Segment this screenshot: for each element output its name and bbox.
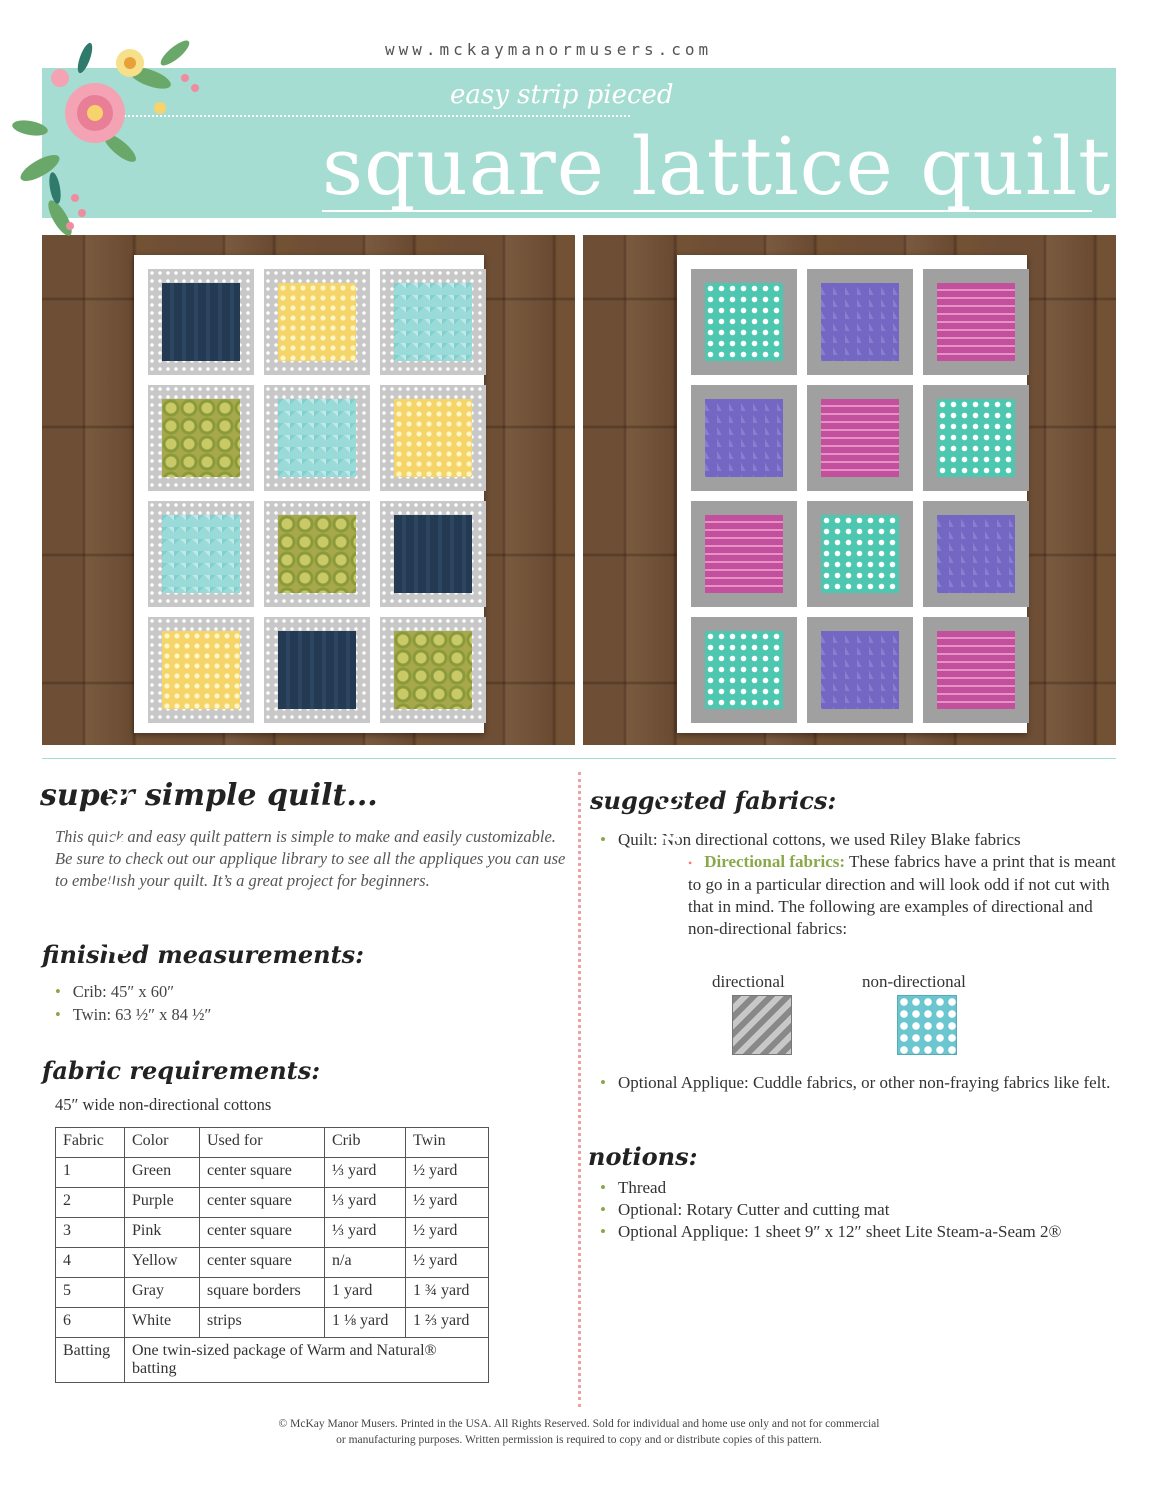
table-cell: Yellow [125, 1248, 200, 1278]
table-cell: ½ yard [406, 1188, 489, 1218]
footer-line: © McKay Manor Musers. Printed in the USA. All Rights Reserved. Sold for individual and home use only and not for commercial [278, 1418, 880, 1430]
table-cell: center square [200, 1218, 325, 1248]
quilt-block [923, 501, 1029, 607]
table-cell: 1 yard [325, 1278, 406, 1308]
list-item: • Optional Applique: Cuddle fabrics, or other non-fraying fabrics like felt. [600, 1073, 1111, 1092]
list-item: • Crib: 45″ x 60″ [55, 982, 175, 1001]
table-cell: 1 [56, 1158, 125, 1188]
table-cell: ½ yard [406, 1218, 489, 1248]
table-cell: center square [200, 1248, 325, 1278]
quilt-block [923, 269, 1029, 375]
twin-quilt [134, 255, 484, 733]
notions-list [600, 1177, 1120, 1243]
quilt-block [380, 617, 486, 723]
table-cell: Pink [125, 1218, 200, 1248]
table-row [56, 1248, 489, 1278]
quilt-block [807, 617, 913, 723]
site-url: www.mckaymanormusers.com [385, 40, 713, 59]
fabric-table [55, 1127, 489, 1383]
table-cell: Green [125, 1158, 200, 1188]
list-item: • Optional: Rotary Cutter and cutting mat [600, 1200, 890, 1219]
table-cell: One twin-sized package of Warm and Natural® batting [125, 1338, 489, 1383]
table-cell: 4 [56, 1248, 125, 1278]
table-cell: n/a [325, 1248, 406, 1278]
bullet-icon: • [600, 830, 606, 849]
list-item: • Thread [600, 1178, 667, 1197]
table-header-row [56, 1128, 489, 1158]
table-cell: center square [200, 1158, 325, 1188]
directional-swatch-label: directional [712, 972, 785, 991]
crib-quilt [677, 255, 1027, 733]
bullet-icon: • [600, 1073, 606, 1092]
column-divider [578, 772, 581, 1407]
table-cell: 2 [56, 1188, 125, 1218]
list-item: • Optional Applique: 1 sheet 9″ x 12″ sheet Lite Steam-a-Seam 2® [600, 1222, 1062, 1241]
table-row [56, 1278, 489, 1308]
table-header-cell: Fabric [56, 1128, 125, 1158]
bullet-icon: • [55, 982, 61, 1001]
table-cell: 1 ⅔ yard [406, 1308, 489, 1338]
table-header-cell: Color [125, 1128, 200, 1158]
table-cell: 1 ¾ yard [406, 1278, 489, 1308]
crib-size-label: crib size [643, 786, 689, 957]
quilt-block [691, 617, 797, 723]
section-divider [42, 758, 1116, 759]
table-cell: 1 ⅛ yard [325, 1308, 406, 1338]
directional-fabrics-note: • Directional fabrics: These fabrics have a print that is meant to go in a particular direction and will look odd if not cut with that in mind. The following are examples of directional and non-directional fabrics: [688, 852, 1116, 939]
table-cell: center square [200, 1188, 325, 1218]
finished-measurements-heading: finished measurements: [42, 940, 365, 969]
page-title: square lattice quilt [322, 120, 1112, 213]
quilt-block [148, 269, 254, 375]
quilt-block [380, 269, 486, 375]
finished-measurements-list [55, 980, 211, 1026]
quilt-block [691, 269, 797, 375]
list-item: • Twin: 63 ½″ x 84 ½″ [55, 1005, 212, 1024]
sub-bullet-icon: • [688, 856, 693, 871]
quilt-block [148, 501, 254, 607]
table-row [56, 1158, 489, 1188]
intro-heading: super simple quilt... [40, 778, 378, 813]
table-row [56, 1188, 489, 1218]
quilt-block [380, 385, 486, 491]
table-cell: square borders [200, 1278, 325, 1308]
table-cell: 5 [56, 1278, 125, 1308]
table-cell: ⅓ yard [325, 1218, 406, 1248]
quilt-block [264, 385, 370, 491]
table-cell: ½ yard [406, 1248, 489, 1278]
table-cell: White [125, 1308, 200, 1338]
suggested-fabrics-heading: suggested fabrics: [590, 786, 837, 815]
table-cell: Purple [125, 1188, 200, 1218]
list-item: • Quilt: Non directional cottons, we used Riley Blake fabrics [600, 830, 1021, 849]
quilt-block [807, 385, 913, 491]
fabric-note: 45″ wide non-directional cottons [55, 1095, 272, 1114]
quilt-block [148, 617, 254, 723]
bullet-icon: • [600, 1178, 606, 1197]
table-cell: strips [200, 1308, 325, 1338]
quilt-block [923, 617, 1029, 723]
table-header-cell: Crib [325, 1128, 406, 1158]
quilt-block [264, 501, 370, 607]
twin-size-label: twin size [92, 777, 138, 957]
quilt-block [148, 385, 254, 491]
table-cell: Batting [56, 1338, 125, 1383]
table-cell: 6 [56, 1308, 125, 1338]
footer-line: or manufacturing purposes. Written permission is required to copy and or distribute copies of this pattern. [336, 1434, 822, 1446]
bullet-icon: • [600, 1200, 606, 1219]
table-cell: ⅓ yard [325, 1188, 406, 1218]
table-row [56, 1308, 489, 1338]
table-cell: ⅓ yard [325, 1158, 406, 1188]
table-cell: Gray [125, 1278, 200, 1308]
table-header-cell: Twin [406, 1128, 489, 1158]
quilt-block [380, 501, 486, 607]
bullet-icon: • [55, 1005, 61, 1024]
quilt-block [807, 269, 913, 375]
table-cell: ½ yard [406, 1158, 489, 1188]
table-row [56, 1218, 489, 1248]
directional-swatch [732, 995, 792, 1055]
bullet-icon: • [600, 1222, 606, 1241]
copyright-footer [0, 1416, 1158, 1448]
quilt-block [691, 385, 797, 491]
non-directional-swatch [897, 995, 957, 1055]
title-underline [322, 210, 1092, 212]
notions-heading: notions: [588, 1142, 698, 1171]
subtitle: easy strip pieced [450, 80, 674, 110]
table-row [56, 1338, 489, 1383]
fabric-requirements-heading: fabric requirements: [42, 1056, 321, 1085]
intro-text: This quick and easy quilt pattern is simple to make and easily customizable. Be sure to check out our applique library to see all the appliques you can use to embellish your quilt. It’s a great project for beginners. [55, 827, 566, 890]
table-header-cell: Used for [200, 1128, 325, 1158]
quilt-block [807, 501, 913, 607]
table-cell: 3 [56, 1218, 125, 1248]
quilt-block [264, 269, 370, 375]
quilt-block [691, 501, 797, 607]
floral-decoration-icon [0, 18, 230, 248]
quilt-block [264, 617, 370, 723]
quilt-block [923, 385, 1029, 491]
non-directional-swatch-label: non-directional [862, 972, 966, 991]
